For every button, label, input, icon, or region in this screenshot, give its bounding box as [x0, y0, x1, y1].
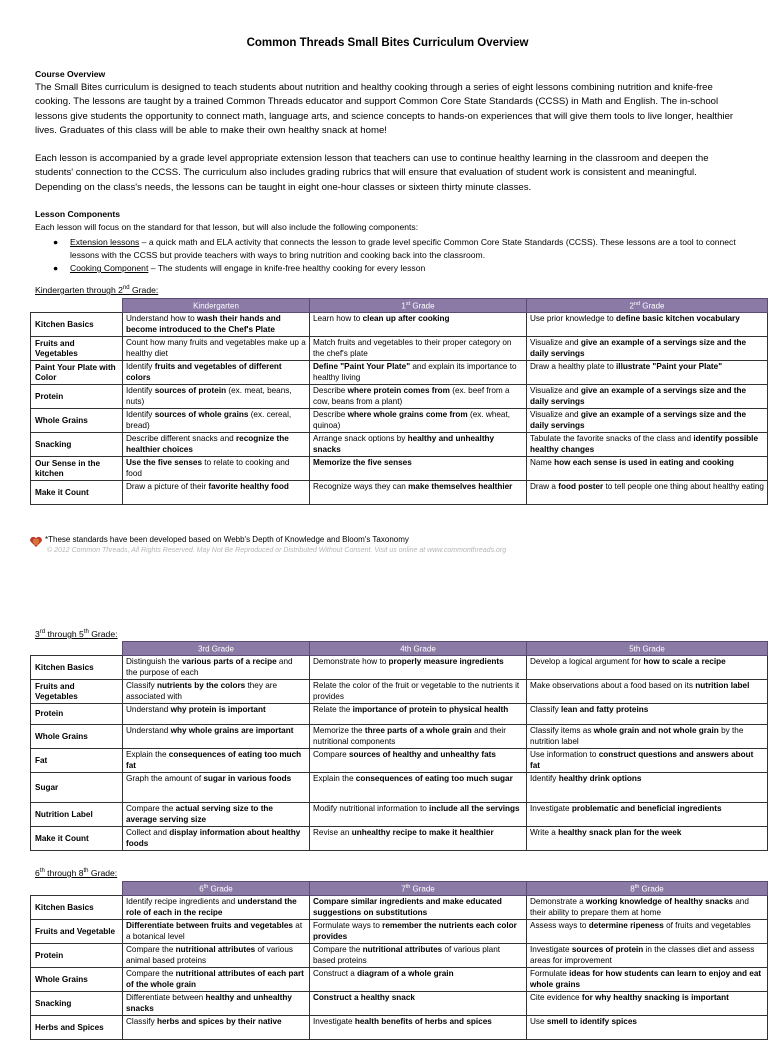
table-row [31, 361, 768, 385]
objective-cell: Classify herbs and spices by their native [123, 1016, 310, 1040]
objective-cell: Learn how to clean up after cooking [310, 313, 527, 337]
table-row [31, 433, 768, 457]
objective-cell: Draw a healthy plate to illustrate "Paint your Plate" [527, 361, 768, 385]
table-row [31, 944, 768, 968]
table-row [31, 656, 768, 680]
overview-paragraph-1: The Small Bites curriculum is designed to teach students about nutrition and healthy cooking through a series of eight lessons combining nutrition and knife-free cooking. The lessons are taught by a trained Common Threads educator and support Common Core State Standards (CCSS) in Math and English. The in-school lessons give students the opportunity to connect math, language arts, and science concepts to hands-on experiences that will give them tools to live longer, healthier lives. Graduates of this class will be able to make their own healthy snack at home! [35, 82, 734, 137]
component-text: – The students will engage in knife-free healthy cooking for every lesson [148, 263, 426, 273]
topic-label: Snacking [31, 992, 123, 1016]
grade-column-header: Kindergarten [123, 299, 310, 313]
objective-cell: Understand why whole grains are important [123, 725, 310, 749]
grade-column-header: 8th Grade [527, 882, 768, 896]
table-row [31, 337, 768, 361]
objective-cell: Arrange snack options by healthy and unhealthy snacks [310, 433, 527, 457]
g6-8-curriculum-table [30, 881, 768, 1040]
objective-cell: Compare the nutritional attributes of each part of the whole grain [123, 968, 310, 992]
objective-cell: Construct a healthy snack [310, 992, 527, 1016]
table-row [31, 409, 768, 433]
objective-cell: Write a healthy snack plan for the week [527, 827, 768, 851]
table-row [31, 968, 768, 992]
topic-label: Nutrition Label [31, 803, 123, 827]
objective-cell: Use the five senses to relate to cooking and food [123, 457, 310, 481]
objective-cell: Formulate ways to remember the nutrients each color provides [310, 920, 527, 944]
objective-cell: Draw a picture of their favorite healthy food [123, 481, 310, 505]
topic-label: Make it Count [31, 481, 123, 505]
objective-cell: Explain the consequences of eating too much sugar [310, 773, 527, 803]
objective-cell: Compare the nutritional attributes of various plant based proteins [310, 944, 527, 968]
topic-label: Paint Your Plate with Color [31, 361, 123, 385]
table-row [31, 749, 768, 773]
objective-cell: Identify sources of protein (ex. meat, beans, nuts) [123, 385, 310, 409]
objective-cell: Compare the nutritional attributes of various animal based proteins [123, 944, 310, 968]
course-overview-heading: Course Overview [35, 69, 106, 79]
objective-cell: Describe where whole grains come from (ex. wheat, quinoa) [310, 409, 527, 433]
table-header-row [31, 882, 768, 896]
objective-cell: Demonstrate a working knowledge of healthy snacks and their ability to prepare them at home [527, 896, 768, 920]
overview-paragraph-2: Each lesson is accompanied by a grade level appropriate extension lesson that teachers can use to continue healthy learning in the classroom and deepen the students' connection to the CCSS. The curriculum also includes grading rubrics that will ensure that evaluation of student work is consistent and meaningful. Depending on the class's needs, the lessons can be taught in eight one-hour classes or sixteen thirty minute classes. [35, 153, 709, 193]
table-row [31, 1016, 768, 1040]
topic-label: Protein [31, 704, 123, 725]
objective-cell: Memorize the three parts of a whole grain and their nutritional components [310, 725, 527, 749]
topic-label: Whole Grains [31, 968, 123, 992]
objective-cell: Match fruits and vegetables to their proper category on the chef's plate [310, 337, 527, 361]
topic-label: Herbs and Spices [31, 1016, 123, 1040]
objective-cell: Revise an unhealthy recipe to make it healthier [310, 827, 527, 851]
objective-cell: Graph the amount of sugar in various foods [123, 773, 310, 803]
table-row [31, 920, 768, 944]
objective-cell: Cite evidence for why healthy snacking is important [527, 992, 768, 1016]
objective-cell: Classify nutrients by the colors they are associated with [123, 680, 310, 704]
table-corner-cell [31, 642, 123, 656]
topic-label: Fruits and Vegetable [31, 920, 123, 944]
component-item: ● Cooking Component – The students will engage in knife-free healthy cooking for every lesson [53, 263, 426, 273]
standards-footnote: *These standards have been developed based on Webb's Depth of Knowledge and Bloom's Taxonomy [45, 535, 409, 544]
objective-cell: Use smell to identify spices [527, 1016, 768, 1040]
objective-cell: Modify nutritional information to include all the servings [310, 803, 527, 827]
objective-cell: Use prior knowledge to define basic kitchen vocabulary [527, 313, 768, 337]
objective-cell: Tabulate the favorite snacks of the class and identify possible healthy changes [527, 433, 768, 457]
table-row [31, 803, 768, 827]
table-header-row [31, 642, 768, 656]
objective-cell: Visualize and give an example of a servings size and the daily servings [527, 337, 768, 361]
objective-cell: Compare the actual serving size to the average serving size [123, 803, 310, 827]
table-corner-cell [31, 299, 123, 313]
objective-cell: Draw a food poster to tell people one thing about healthy eating [527, 481, 768, 505]
table-row [31, 481, 768, 505]
objective-cell: Make observations about a food based on its nutrition label [527, 680, 768, 704]
objective-cell: Demonstrate how to properly measure ingredients [310, 656, 527, 680]
topic-label: Protein [31, 944, 123, 968]
objective-cell: Identify healthy drink options [527, 773, 768, 803]
table-row [31, 773, 768, 803]
table-row [31, 385, 768, 409]
table-row [31, 725, 768, 749]
grade-column-header: 5th Grade [527, 642, 768, 656]
table-corner-cell [31, 882, 123, 896]
objective-cell: Describe where protein comes from (ex. beef from a cow, beans from a plant) [310, 385, 527, 409]
topic-label: Fruits and Vegetables [31, 680, 123, 704]
objective-cell: Visualize and give an example of a servings size and the daily servings [527, 409, 768, 433]
topic-label: Kitchen Basics [31, 656, 123, 680]
objective-cell: Develop a logical argument for how to scale a recipe [527, 656, 768, 680]
component-text: – a quick math and ELA activity that connects the lesson to grade level specific Common Core State Standards (CCSS). These lessons are a tool to connect lessons with the CCSS but provide teachers with ways to bring nutrition and cooking back into the classroom. [70, 237, 736, 260]
objective-cell: Classify items as whole grain and not whole grain by the nutrition label [527, 725, 768, 749]
grade-column-header: 4th Grade [310, 642, 527, 656]
objective-cell: Assess ways to determine ripeness of fruits and vegetables [527, 920, 768, 944]
objective-cell: Define "Paint Your Plate" and explain its importance to healthy living [310, 361, 527, 385]
objective-cell: Visualize and give an example of a servings size and the daily servings [527, 385, 768, 409]
objective-cell: Differentiate between healthy and unhealthy snacks [123, 992, 310, 1016]
objective-cell: Relate the color of the fruit or vegetable to the nutrients it provides [310, 680, 527, 704]
table-row [31, 457, 768, 481]
topic-label: Whole Grains [31, 725, 123, 749]
table-row [31, 680, 768, 704]
objective-cell: Recognize ways they can make themselves healthier [310, 481, 527, 505]
document-title: Common Threads Small Bites Curriculum Overview [246, 37, 529, 49]
lesson-components-heading: Lesson Components [35, 209, 120, 219]
topic-label: Kitchen Basics [31, 896, 123, 920]
objective-cell: Count how many fruits and vegetables make up a healthy diet [123, 337, 310, 361]
objective-cell: Formulate ideas for how students can learn to enjoy and eat whole grains [527, 968, 768, 992]
objective-cell: Investigate health benefits of herbs and spices [310, 1016, 527, 1040]
topic-label: Snacking [31, 433, 123, 457]
objective-cell: Compare similar ingredients and make educated suggestions on substitutions [310, 896, 527, 920]
lesson-components-intro: Each lesson will focus on the standard for that lesson, but will also include the following components: [35, 222, 419, 232]
grade-column-header: 1st Grade [310, 299, 527, 313]
copyright-notice: © 2012 Common Threads, All Rights Reserved. May Not Be Reproduced or Distributed Without Consent. Visit us online at www.commonthreads.org [47, 547, 507, 554]
grade-column-header: 2nd Grade [527, 299, 768, 313]
component-item: ● Extension lessons – a quick math and ELA activity that connects the lesson to grade level specific Common Core State Standards (CCSS). These lessons are a tool to connect lessons with the CCSS but provide teachers with ways to bring nutrition and cooking back into the classroom. [53, 237, 736, 260]
topic-label: Whole Grains [31, 409, 123, 433]
k2-grade-heading: Kindergarten through 2nd Grade: [35, 285, 159, 295]
objective-cell: Name how each sense is used in eating and cooking [527, 457, 768, 481]
topic-label: Our Sense in the kitchen [31, 457, 123, 481]
objective-cell: Understand why protein is important [123, 704, 310, 725]
component-term: Extension lessons [70, 237, 140, 247]
objective-cell: Identify recipe ingredients and understand the role of each in the recipe [123, 896, 310, 920]
objective-cell: Investigate problematic and beneficial ingredients [527, 803, 768, 827]
grade-column-header: 6th Grade [123, 882, 310, 896]
component-term: Cooking Component [70, 263, 149, 273]
g6-8-grade-heading: 6th through 8th Grade: [35, 868, 118, 878]
topic-label: Protein [31, 385, 123, 409]
topic-label: Sugar [31, 773, 123, 803]
objective-cell: Construct a diagram of a whole grain [310, 968, 527, 992]
objective-cell: Differentiate between fruits and vegetables at a botanical level [123, 920, 310, 944]
objective-cell: Distinguish the various parts of a recipe and the purpose of each [123, 656, 310, 680]
objective-cell: Identify sources of whole grains (ex. cereal, bread) [123, 409, 310, 433]
topic-label: Fat [31, 749, 123, 773]
g3-5-curriculum-table [30, 641, 768, 851]
grade-column-header: 3rd Grade [123, 642, 310, 656]
objective-cell: Use information to construct questions and answers about fat [527, 749, 768, 773]
heart-logo-icon [29, 536, 43, 548]
objective-cell: Compare sources of healthy and unhealthy fats [310, 749, 527, 773]
objective-cell: Relate the importance of protein to physical health [310, 704, 527, 725]
table-row [31, 896, 768, 920]
topic-label: Fruits and Vegetables [31, 337, 123, 361]
table-row [31, 827, 768, 851]
topic-label: Make it Count [31, 827, 123, 851]
objective-cell: Explain the consequences of eating too much fat [123, 749, 310, 773]
objective-cell: Classify lean and fatty proteins [527, 704, 768, 725]
g3-5-grade-heading: 3rd through 5th Grade: [35, 629, 118, 639]
table-header-row [31, 299, 768, 313]
objective-cell: Collect and display information about healthy foods [123, 827, 310, 851]
lesson-components-list [35, 236, 740, 275]
k2-curriculum-table [30, 298, 768, 505]
table-row [31, 313, 768, 337]
topic-label: Kitchen Basics [31, 313, 123, 337]
grade-column-header: 7th Grade [310, 882, 527, 896]
objective-cell: Investigate sources of protein in the classes diet and assess areas for improvement [527, 944, 768, 968]
objective-cell: Understand how to wash their hands and become introduced to the Chef's Plate [123, 313, 310, 337]
table-row [31, 992, 768, 1016]
table-row [31, 704, 768, 725]
objective-cell: Memorize the five senses [310, 457, 527, 481]
objective-cell: Describe different snacks and recognize the healthier choices [123, 433, 310, 457]
objective-cell: Identify fruits and vegetables of different colors [123, 361, 310, 385]
